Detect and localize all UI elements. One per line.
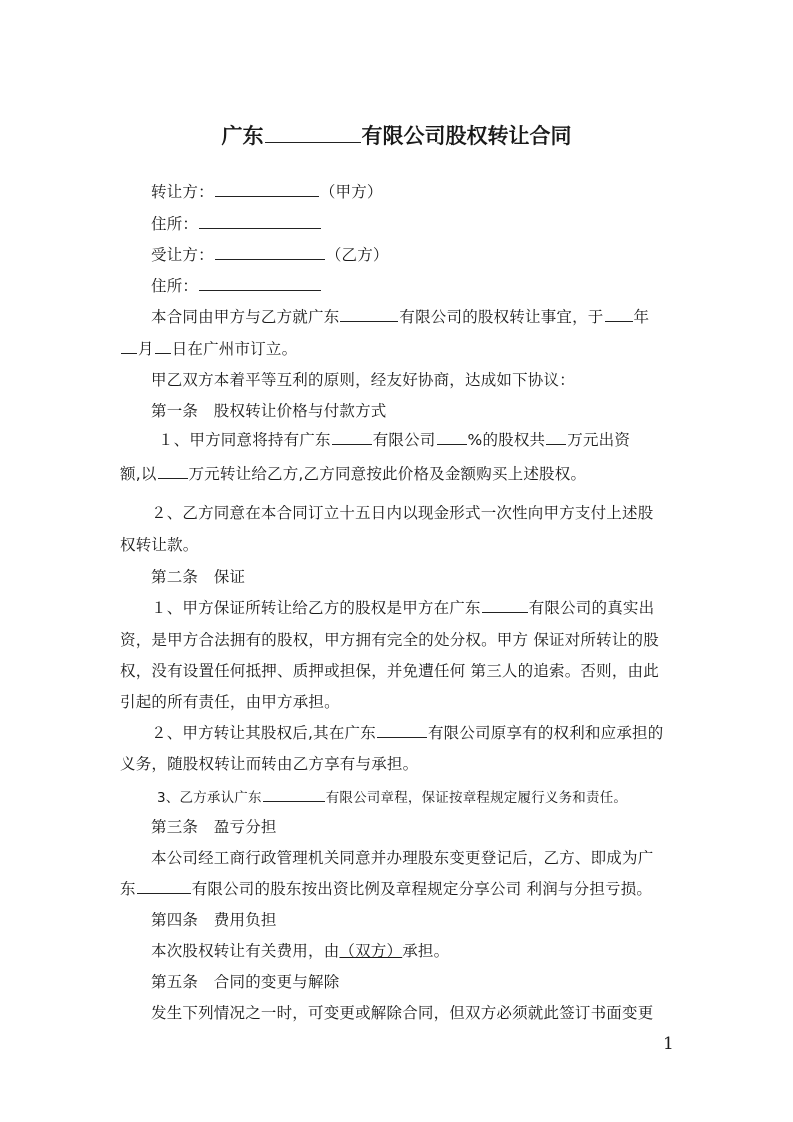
clause-text: 有限公司原享有的权利和应承担的 <box>427 724 664 742</box>
blank-month <box>121 338 137 354</box>
clause-text: ２、甲方转让其股权后,其在广东 <box>151 724 376 742</box>
art2-p1-line3: 权，没有设置任何抵押、质押或担保，并免遭任何 第三人的追索。否则，由此 <box>120 662 659 680</box>
clause-text: 有限公司的真实出 <box>528 599 655 617</box>
address1-line <box>151 212 322 234</box>
clause-text: 承担。 <box>402 942 450 960</box>
art3-p1-line2 <box>120 877 652 899</box>
blank-amount <box>546 429 566 445</box>
transferee-line <box>151 243 389 265</box>
article-4-heading: 第四条 费用负担 <box>151 911 277 929</box>
transferee-label: 受让方： <box>151 246 214 264</box>
blank-transferee <box>215 244 325 260</box>
intro-text: 日在广州市订立。 <box>171 340 298 358</box>
blank <box>332 429 372 445</box>
clause-text: 有限公司章程，保证按章程规定履行义务和责任。 <box>325 790 628 806</box>
intro-line-2 <box>120 337 297 359</box>
clause-text: 万元出资 <box>567 431 631 449</box>
intro-text: 年 <box>633 308 650 326</box>
intro-text: 本合同由甲方与乙方就广东 <box>151 308 340 326</box>
blank-address2 <box>199 275 321 291</box>
intro-text: 月 <box>138 340 154 358</box>
art2-p2-line2: 义务，随股权转让而转由乙方享有与承担。 <box>120 755 419 773</box>
clause-text: 本次股权转让有关费用，由 <box>151 942 340 960</box>
art1-p2-line1: ２、乙方同意在本合同订立十五日内以现金形式一次性向甲方支付上述股 <box>151 504 654 522</box>
art2-p1-line2: 资，是甲方合法拥有的股权，甲方拥有完全的处分权。甲方 保证对所转让的股 <box>120 631 659 649</box>
blank-address1 <box>199 213 321 229</box>
clause-text: 额,以 <box>120 465 157 483</box>
clause-text: 有限公司 <box>372 431 436 449</box>
blank <box>263 788 325 802</box>
article-1-heading: 第一条 股权转让价格与付款方式 <box>151 402 387 420</box>
blank-company-name <box>265 122 361 143</box>
blank <box>137 878 191 894</box>
transferor-label: 转让方： <box>151 183 214 201</box>
page-number: 1 <box>663 1034 674 1054</box>
transferor-suffix: （甲方） <box>319 183 383 201</box>
transferee-suffix: （乙方） <box>325 246 389 264</box>
art1-p2-line2: 权转让款。 <box>120 536 199 554</box>
art3-p1-line1: 本公司经工商行政管理机关同意并办理股东变更登记后，乙方、即成为广 <box>151 849 654 867</box>
intro-line-3: 甲乙双方本着平等互利的原则，经友好协商，达成如下协议： <box>151 371 575 389</box>
document-title <box>0 120 793 150</box>
article-2-heading: 第二条 保证 <box>151 568 246 586</box>
transferor-line <box>151 180 383 202</box>
art2-p3-line <box>157 786 627 806</box>
blank-day <box>155 338 171 354</box>
blank-transferor <box>215 181 319 197</box>
blank <box>377 722 427 738</box>
clause-text: 万元转让给乙方,乙方同意按此价格及金额购买上述股权。 <box>188 465 587 483</box>
blank-price <box>158 463 188 479</box>
address1-label: 住所： <box>151 215 199 233</box>
article-5-heading: 第五条 合同的变更与解除 <box>151 973 340 991</box>
address2-line <box>151 274 322 296</box>
art4-p1-line <box>151 939 449 961</box>
art2-p2-line1 <box>151 721 663 743</box>
clause-text: 有限公司的股东按出资比例及章程规定分享公司 利润与分担亏损。 <box>191 880 653 898</box>
address2-label: 住所： <box>151 277 199 295</box>
blank <box>340 306 398 322</box>
art1-p1-line2 <box>120 462 586 484</box>
clause-text: １、甲方同意将持有广东 <box>158 431 331 449</box>
title-prefix: 广东 <box>221 123 264 148</box>
art1-p1-line1 <box>158 428 630 450</box>
blank-year <box>605 306 633 322</box>
clause-text: 东 <box>120 880 136 898</box>
underlined-parties: （双方） <box>339 942 403 960</box>
blank <box>482 597 528 613</box>
clause-text: %的股权共 <box>467 431 546 449</box>
art2-p1-line1 <box>151 596 654 618</box>
clause-text: １、甲方保证所转让给乙方的股权是甲方在广东 <box>151 599 481 617</box>
art2-p1-line4: 引起的所有责任，由甲方承担。 <box>120 693 340 711</box>
title-suffix: 有限公司股权转让合同 <box>361 123 572 148</box>
article-3-heading: 第三条 盈亏分担 <box>151 818 277 836</box>
intro-line-1 <box>151 305 649 327</box>
blank-percent <box>437 429 467 445</box>
art5-p1-line1: 发生下列情况之一时，可变更或解除合同，但双方必须就此签订书面变更 <box>151 1004 654 1022</box>
intro-text: 有限公司的股权转让事宜，于 <box>399 308 604 326</box>
clause-text: 3、乙方承认广东 <box>157 790 262 806</box>
